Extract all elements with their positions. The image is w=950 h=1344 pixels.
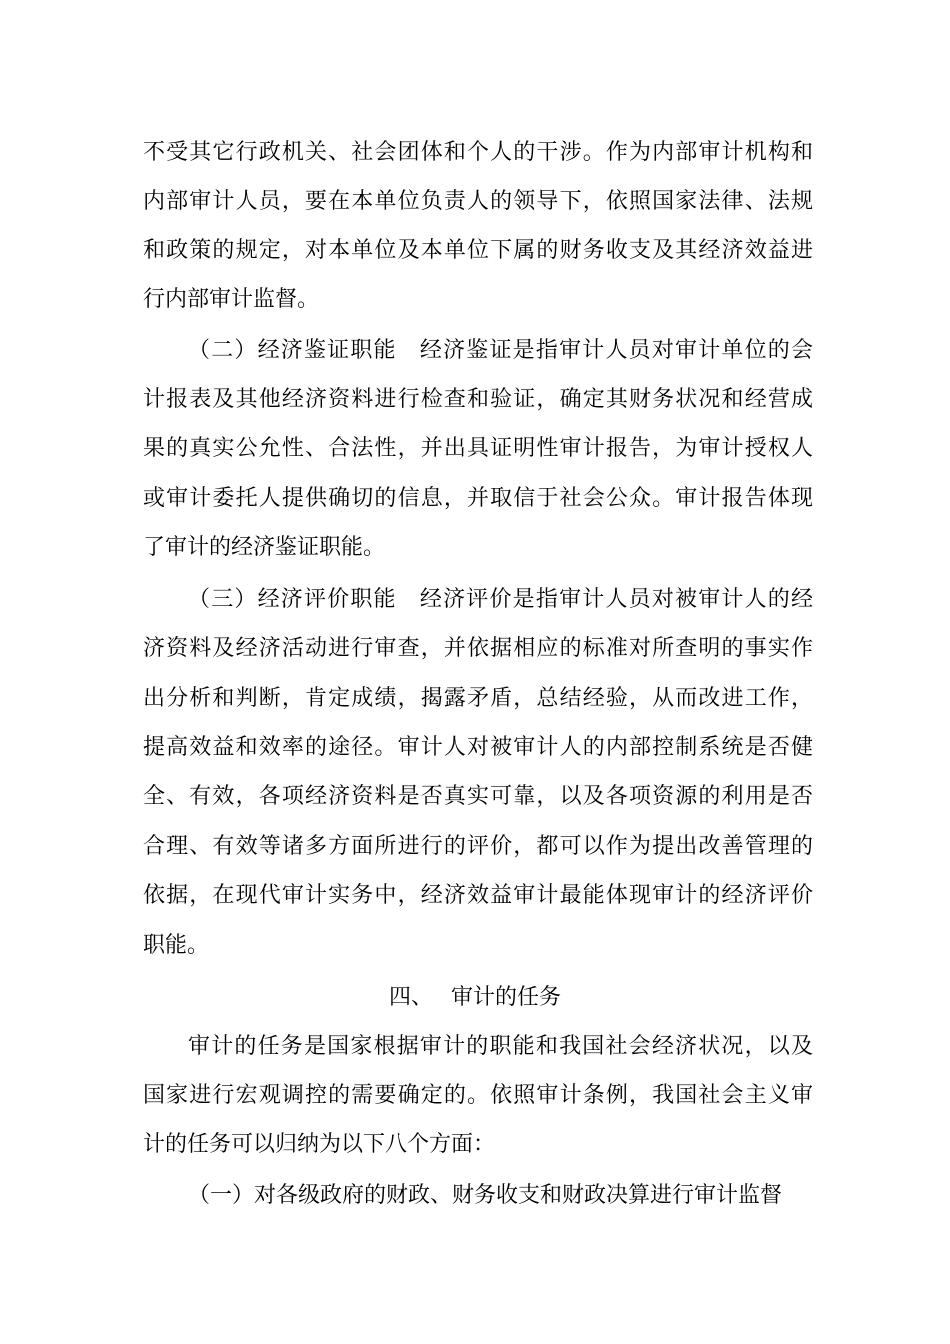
text-line: 果的真实公允性、合法性，并出具证明性审计报告，为审计授权人: [143, 436, 813, 461]
section-heading: 四、 审计的任务: [389, 985, 561, 1010]
text-line: 合理、有效等诸多方面所进行的评价，都可以作为提出改善管理的: [143, 834, 813, 859]
text-line: 济资料及经济活动进行审查，并依据相应的标准对所查明的事实作: [143, 636, 813, 661]
text-line: 计的任务可以归纳为以下八个方面：: [143, 1132, 496, 1157]
text-line: 审计的任务是国家根据审计的职能和我国社会经济状况，以及: [188, 1034, 813, 1059]
text-line: 计报表及其他经济资料进行检查和验证，确定其财务状况和经营成: [143, 387, 813, 412]
text-line: 内部审计人员，要在本单位负责人的领导下，依照国家法律、法规: [143, 189, 813, 214]
text-line: 依据，在现代审计实务中，经济效益审计最能体现审计的经济评价: [143, 883, 813, 908]
text-line: （一）对各级政府的财政、财务收支和财政决算进行审计监督: [188, 1183, 783, 1208]
text-line: 国家进行宏观调控的需要确定的。依照审计条例，我国社会主义审: [143, 1083, 813, 1108]
text-line: 和政策的规定，对本单位及本单位下属的财务收支及其经济效益进: [143, 238, 813, 263]
text-line: （三）经济评价职能 经济评价是指审计人员对被审计人的经: [188, 587, 813, 612]
text-line: 提高效益和效率的途径。审计人对被审计人的内部控制系统是否健: [143, 735, 813, 760]
text-line: 职能。: [143, 933, 210, 958]
text-line: （二）经济鉴证职能 经济鉴证是指审计人员对审计单位的会: [188, 338, 813, 363]
text-line: 或审计委托人提供确切的信息，并取信于社会公众。审计报告体现: [143, 486, 813, 511]
text-line: 出分析和判断，肯定成绩，揭露矛盾，总结经验，从而改进工作，: [143, 686, 813, 711]
text-line: 了审计的经济鉴证职能。: [143, 535, 386, 560]
text-line: 不受其它行政机关、社会团体和个人的干涉。作为内部审计机构和: [143, 140, 813, 165]
text-line: 全、有效，各项经济资料是否真实可靠，以及各项资源的利用是否: [143, 784, 813, 809]
text-line: 行内部审计监督。: [143, 287, 320, 312]
